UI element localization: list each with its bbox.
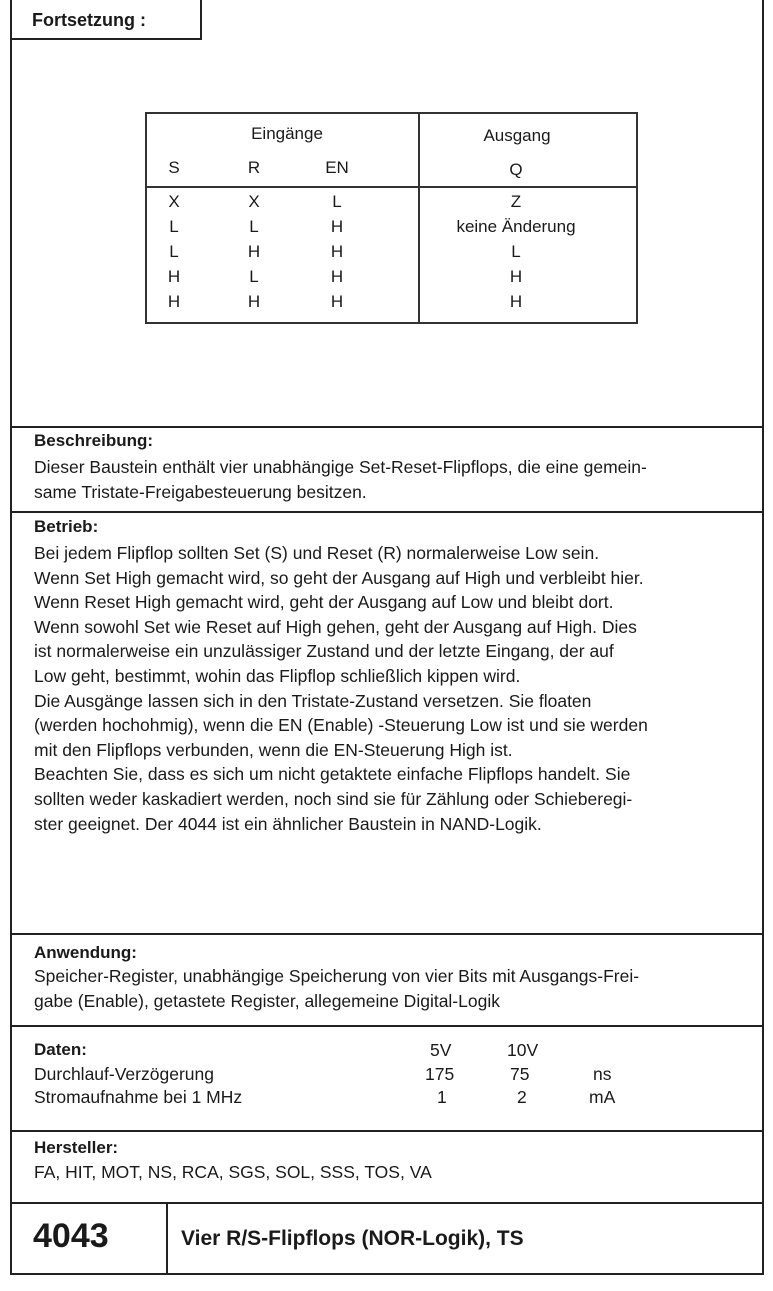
text-line: Speicher-Register, unabhängige Speicherung von vier Bits mit Ausgangs-Frei- [34, 966, 640, 986]
table-cell: L [169, 242, 179, 261]
chip-number: 4043 [33, 1217, 109, 1255]
text-line: Dieser Baustein enthält vier unabhängige Set-Reset-Flipflops, die eine gemein- [34, 457, 647, 477]
table-divider-vertical [418, 114, 420, 322]
table-group-inputs: Eingänge [251, 124, 323, 143]
text-line: mit den Flipflops verbunden, wenn die EN-Steuerung High ist. [34, 739, 513, 760]
betrieb-text [34, 541, 746, 836]
table-header-q: Q [509, 160, 523, 179]
table-cell: L [332, 192, 342, 211]
table-cell: X [248, 192, 260, 211]
daten-label: Stromaufnahme bei 1 MHz [34, 1087, 243, 1107]
section-divider [10, 1025, 764, 1027]
daten-unit: mA [589, 1087, 616, 1107]
section-divider [10, 933, 764, 935]
daten-unit: ns [593, 1064, 612, 1084]
text-line: ist normalerweise ein unzulässiger Zustand und der letzte Eingang, der auf [34, 641, 614, 662]
table-cell: H [167, 267, 181, 286]
section-divider [10, 426, 764, 428]
section-divider [10, 1130, 764, 1132]
text-line: Low geht, bestimmt, wohin das Flipflop schließlich kippen wird. [34, 665, 521, 686]
truth-table [145, 112, 638, 324]
chip-title: Vier R/S-Flipflops (NOR-Logik), TS [181, 1227, 524, 1250]
table-cell: L [249, 217, 259, 236]
table-cell: H [330, 292, 344, 311]
daten-value-10v: 75 [510, 1064, 530, 1084]
anwendung-heading: Anwendung: [34, 943, 137, 962]
section-divider [10, 1202, 764, 1204]
hersteller-text: FA, HIT, MOT, NS, RCA, SGS, SOL, SSS, TOS, VA [34, 1162, 432, 1182]
table-divider-horizontal [147, 186, 636, 188]
table-cell: X [168, 192, 180, 211]
table-cell: H [330, 217, 344, 236]
table-cell: L [169, 217, 179, 236]
text-line: same Tristate-Freigabesteuerung besitzen. [34, 481, 367, 502]
daten-col-10v: 10V [507, 1040, 539, 1060]
table-cell: H [509, 267, 523, 286]
table-cell: H [247, 242, 261, 261]
section-divider [10, 511, 764, 513]
table-cell: L [249, 267, 259, 286]
table-header-r: R [247, 158, 261, 177]
continuation-tag [10, 0, 202, 40]
text-line: sollten weder kaskadiert werden, noch sind sie für Zählung oder Schieberegi- [34, 788, 633, 809]
daten-heading: Daten: [34, 1040, 87, 1059]
table-cell: L [511, 242, 521, 261]
table-cell: H [509, 292, 523, 311]
hersteller-heading: Hersteller: [34, 1138, 119, 1157]
text-line: Wenn sowohl Set wie Reset auf High gehen, geht der Ausgang auf High. Dies [34, 616, 637, 637]
daten-value-10v: 2 [517, 1087, 527, 1107]
text-line: ster geeignet. Der 4044 ist ein ähnlicher Baustein in NAND-Logik. [34, 813, 542, 834]
table-header-s: S [168, 158, 180, 177]
beschreibung-heading: Beschreibung: [34, 431, 154, 450]
table-cell: keine Änderung [456, 217, 576, 236]
table-group-outputs: Ausgang [483, 126, 551, 145]
beschreibung-text [34, 455, 746, 504]
text-line: Die Ausgänge lassen sich in den Tristate-Zustand versetzen. Sie floaten [34, 690, 592, 711]
text-line: Wenn Reset High gemacht wird, geht der Ausgang auf Low und bleibt dort. [34, 592, 614, 613]
table-header-en: EN [325, 158, 349, 177]
text-line: (werden hochohmig), wenn die EN (Enable) -Steuerung Low ist und sie werden [34, 715, 648, 736]
table-cell: H [330, 267, 344, 286]
daten-value-5v: 1 [437, 1087, 447, 1107]
text-line: Wenn Set High gemacht wird, so geht der Ausgang auf High und verbleibt hier. [34, 567, 644, 588]
table-cell: H [247, 292, 261, 311]
table-cell: H [330, 242, 344, 261]
anwendung-text [34, 964, 746, 1013]
daten-value-5v: 175 [425, 1064, 455, 1084]
title-divider [166, 1204, 168, 1275]
daten-label: Durchlauf-Verzögerung [34, 1064, 214, 1084]
text-line: gabe (Enable), getastete Register, allegemeine Digital-Logik [34, 990, 500, 1011]
continuation-label: Fortsetzung : [32, 10, 146, 30]
text-line: Bei jedem Flipflop sollten Set (S) und Reset (R) normalerweise Low sein. [34, 543, 600, 563]
table-cell: Z [510, 192, 522, 211]
table-cell: H [167, 292, 181, 311]
daten-col-5v: 5V [430, 1040, 452, 1060]
betrieb-heading: Betrieb: [34, 517, 99, 536]
text-line: Beachten Sie, dass es sich um nicht getaktete einfache Flipflops handelt. Sie [34, 764, 631, 785]
